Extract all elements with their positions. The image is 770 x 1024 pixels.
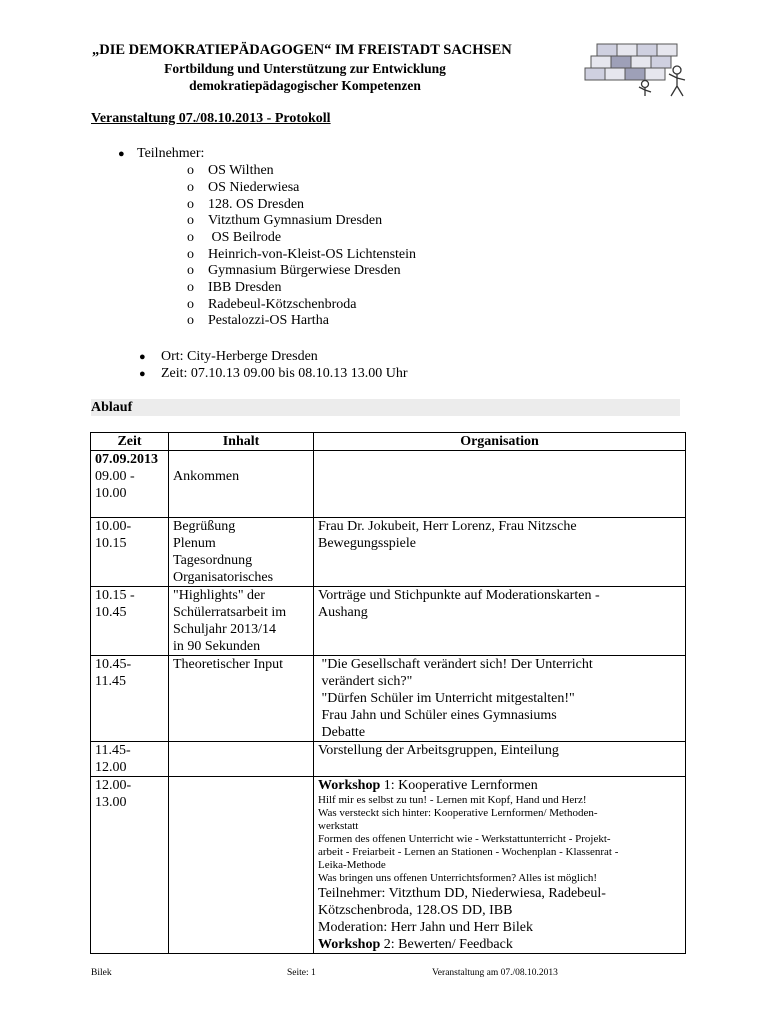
row-date: 07.09.2013 <box>95 452 158 467</box>
workshop-1-topic: 1: Kooperative Lernformen <box>380 778 538 793</box>
section-heading-ablauf: Ablauf <box>91 399 680 416</box>
schedule-table <box>90 432 686 954</box>
circle-bullet-icon: o <box>187 197 194 212</box>
footer-page-number: Seite: 1 <box>287 968 316 978</box>
workshop-2-title <box>318 936 681 953</box>
cell-zeit: 10.15 - 10.45 <box>91 587 169 656</box>
cell-inhalt: "Highlights" der Schülerratsarbeit im Schuljahr 2013/14 in 90 Sekunden <box>169 587 314 656</box>
workshop-1-label: Workshop <box>318 778 381 793</box>
event-title: Veranstaltung 07./08.10.2013 - Protokoll <box>91 111 331 126</box>
cell-organisation: "Die Gesellschaft verändert sich! Der Unterricht verändert sich?" "Dürfen Schüler im Unterricht mitgestalten!" Frau Jahn und Schüler eines Gymnasiums Debatte <box>314 656 686 742</box>
list-item: OS Beilrode <box>208 230 282 245</box>
workshop-1-participants: Teilnehmer: Vitzthum DD, Niederwiesa, Radebeul- Kötzschenbroda, 128.OS DD, IBB <box>318 886 606 918</box>
puzzle-logo-icon <box>583 40 693 102</box>
document-subtitle-line2: demokratiepädagogischer Kompetenzen <box>189 78 421 93</box>
cell-organisation: Vorträge und Stichpunkte auf Moderationskarten - Aushang <box>314 587 686 656</box>
list-item: Gymnasium Bürgerwiese Dresden <box>208 263 401 278</box>
cell-inhalt: Theoretischer Input <box>169 656 314 742</box>
participants-label: Teilnehmer: <box>137 146 205 161</box>
list-item: Radebeul-Kötzschenbroda <box>208 297 357 312</box>
location-text: Ort: City-Herberge Dresden <box>161 349 318 364</box>
cell-organisation: Vorstellung der Arbeitsgruppen, Einteilung <box>314 742 686 777</box>
document-subtitle-line1: Fortbildung und Unterstützung zur Entwicklung <box>164 61 446 76</box>
list-item: Vitzthum Gymnasium Dresden <box>208 213 383 228</box>
circle-bullet-icon: o <box>187 263 194 278</box>
table-row <box>91 587 686 656</box>
cell-zeit: 10.00- 10.15 <box>91 518 169 587</box>
cell-zeit: 11.45- 12.00 <box>91 742 169 777</box>
cell-inhalt: Ankommen <box>169 451 314 518</box>
column-header-zeit: Zeit <box>91 433 169 451</box>
cell-inhalt <box>169 777 314 954</box>
cell-organisation: Frau Dr. Jokubeit, Herr Lorenz, Frau Nitzsche Bewegungsspiele <box>314 518 686 587</box>
bullet-icon: ● <box>139 368 146 380</box>
table-header-row <box>91 433 686 451</box>
cell-zeit <box>91 451 169 518</box>
cell-organisation <box>314 451 686 518</box>
footer-event: Veranstaltung am 07./08.10.2013 <box>432 968 558 978</box>
workshop-1-moderation: Moderation: Herr Jahn und Herr Bilek <box>318 920 533 935</box>
cell-organisation <box>314 777 686 954</box>
cell-zeit: 12.00- 13.00 <box>91 777 169 954</box>
circle-bullet-icon: o <box>187 163 194 178</box>
table-row <box>91 777 686 954</box>
footer-author: Bilek <box>91 968 112 978</box>
table-row <box>91 656 686 742</box>
column-header-organisation: Organisation <box>314 433 686 451</box>
list-item: 128. OS Dresden <box>208 197 305 212</box>
table-row <box>91 742 686 777</box>
bullet-icon: ● <box>139 351 146 363</box>
circle-bullet-icon: o <box>187 230 194 245</box>
cell-zeit: 10.45- 11.45 <box>91 656 169 742</box>
table-row <box>91 451 686 518</box>
circle-bullet-icon: o <box>187 180 194 195</box>
cell-inhalt: Begrüßung Plenum Tagesordnung Organisatorisches <box>169 518 314 587</box>
list-item: IBB Dresden <box>208 280 282 295</box>
circle-bullet-icon: o <box>187 297 194 312</box>
document-title: „DIE DEMOKRATIEPÄDAGOGEN“ IM FREISTADT SACHSEN <box>92 42 512 58</box>
workshop-1-details: Hilf mir es selbst zu tun! - Lernen mit Kopf, Hand und Herz! Was versteckt sich hinter: Kooperative Lernformen/ Methoden- werkstatt Formen des offenen Unterricht wie - Werkstattunterricht - Projekt- arbeit - Freiarbeit - Lernen an Stationen - Wochenplan - Klassenrat - Leika-Methode Was bringen uns offenen Unterrichtsformen? Alles ist möglich! <box>318 794 619 884</box>
cell-inhalt <box>169 742 314 777</box>
row-time: 09.00 - 10.00 <box>95 469 135 501</box>
list-item: Heinrich-von-Kleist-OS Lichtenstein <box>208 247 417 262</box>
circle-bullet-icon: o <box>187 313 194 328</box>
circle-bullet-icon: o <box>187 280 194 295</box>
circle-bullet-icon: o <box>187 213 194 228</box>
workshop-2-label: Workshop <box>318 937 381 952</box>
list-item: OS Niederwiesa <box>208 180 300 195</box>
table-row <box>91 518 686 587</box>
column-header-inhalt: Inhalt <box>169 433 314 451</box>
workshop-1-title <box>318 777 681 794</box>
workshop-2-topic: 2: Bewerten/ Feedback <box>380 937 513 952</box>
bullet-icon: ● <box>118 148 125 160</box>
list-item: OS Wilthen <box>208 163 274 178</box>
list-item: Pestalozzi-OS Hartha <box>208 313 329 328</box>
time-text: Zeit: 07.10.13 09.00 bis 08.10.13 13.00 Uhr <box>161 366 408 381</box>
circle-bullet-icon: o <box>187 247 194 262</box>
